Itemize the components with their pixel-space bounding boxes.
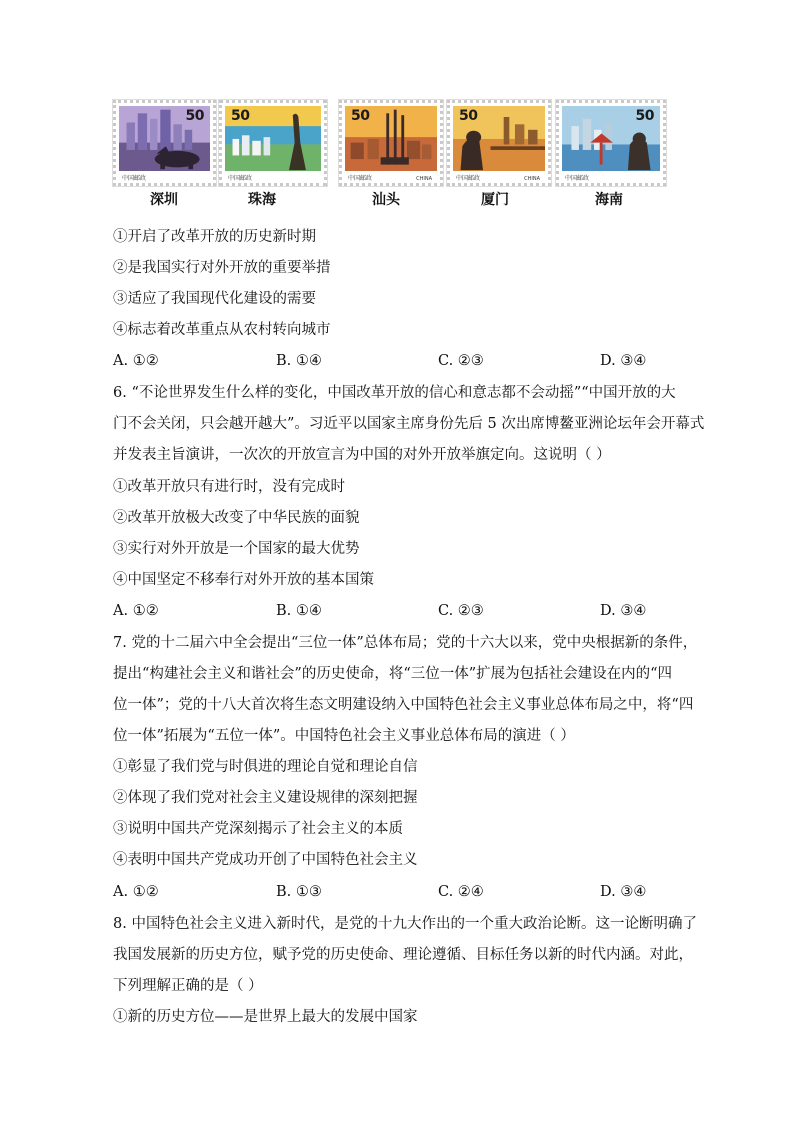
q7-option-d[interactable]: D. ③④ [600,884,647,900]
caption-shenzhen: 深圳 [150,192,178,208]
q6-stem-line-2: 门不会关闭，只会越开越大”。习近平以国家主席身份先后 5 次出席博鳌亚洲论坛年会开幕式 [113,416,705,432]
stamp-zhuhai-value: 50 [231,108,250,124]
q7-statement-4: ④表明中国共产党成功开创了中国特色社会主义 [113,852,418,868]
q5-statement-2: ②是我国实行对外开放的重要举措 [113,260,331,276]
q8-statement-1: ①新的历史方位——是世界上最大的发展中国家 [113,1009,418,1025]
stamp-xiamen-latin: CHINA [524,176,540,182]
q6-statement-4: ④中国坚定不移奉行对外开放的基本国策 [113,572,374,588]
q6-stem-line-1: 6. “不论世界发生什么样的变化，中国改革开放的信心和意志都不会动摇”“中国开放的大 [113,385,676,401]
stamp-shantou-value: 50 [351,108,370,124]
q7-statement-2: ②体现了我们党对社会主义建设规律的深刻把握 [113,790,418,806]
stamp-xiamen-value: 50 [459,108,478,124]
q6-statement-2: ②改革开放极大改变了中华民族的面貌 [113,510,360,526]
q6-option-a[interactable]: A. ①② [113,603,159,619]
stamp-strip [113,100,668,192]
q8-stem-line-3: 下列理解正确的是（ ） [113,978,263,994]
stamp-xiamen-issuer: 中国邮政 [456,175,481,182]
q5-option-c[interactable]: C. ②③ [438,353,484,369]
q5-option-a[interactable]: A. ①② [113,353,159,369]
stamp-hainan-value: 50 [635,108,654,124]
stamp-hainan-issuer: 中国邮政 [565,175,590,182]
q7-statement-1: ①彰显了我们党与时俱进的理论自觉和理论自信 [113,759,418,775]
stamp-shantou-issuer: 中国邮政 [348,175,373,182]
q7-stem-line-4: 位一体”拓展为“五位一体”。中国特色社会主义事业总体布局的演进（ ） [113,728,575,744]
stamp-xiamen [447,100,551,186]
q6-option-b[interactable]: B. ①④ [276,603,322,619]
caption-zhuhai: 珠海 [248,192,276,208]
q5-statement-1: ①开启了改革开放的历史新时期 [113,229,316,245]
caption-hainan: 海南 [595,192,623,208]
q6-option-d[interactable]: D. ③④ [600,603,647,619]
q7-option-c[interactable]: C. ②④ [438,884,484,900]
caption-shantou: 汕头 [372,192,400,208]
stamp-shenzhen [113,100,216,186]
stamp-hainan [556,100,666,186]
q5-statement-4: ④标志着改革重点从农村转向城市 [113,322,331,338]
q7-option-b[interactable]: B. ①③ [276,884,322,900]
q6-statement-1: ①改革开放只有进行时，没有完成时 [113,479,345,495]
stamp-shantou [339,100,443,186]
q6-stem-line-3: 并发表主旨演讲，一次次的开放宣言为中国的对外开放举旗定向。这说明（ ） [113,447,611,463]
q6-statement-3: ③实行对外开放是一个国家的最大优势 [113,541,360,557]
q8-stem-line-2: 我国发展新的历史方位，赋予党的历史使命、理论遵循、目标任务以新的时代内涵。对此， [113,947,693,963]
q5-option-d[interactable]: D. ③④ [600,353,647,369]
q7-stem-line-3: 位一体”；党的十八大首次将生态文明建设纳入中国特色社会主义事业总体布局之中，将“四 [113,697,694,713]
q7-statement-3: ③说明中国共产党深刻揭示了社会主义的本质 [113,821,403,837]
q7-stem-line-2: 提出“构建社会主义和谐社会”的历史使命，将“三位一体”扩展为包括社会建设在内的“四 [113,666,673,682]
q6-option-c[interactable]: C. ②③ [438,603,484,619]
stamp-zhuhai [219,100,327,186]
stamp-shenzhen-value: 50 [185,108,204,124]
stamp-shantou-latin: CHINA [416,176,432,182]
q7-option-a[interactable]: A. ①② [113,884,159,900]
stamp-shenzhen-issuer: 中国邮政 [122,175,147,182]
caption-xiamen: 厦门 [481,192,509,208]
q5-option-b[interactable]: B. ①④ [276,353,322,369]
q8-stem-line-1: 8. 中国特色社会主义进入新时代，是党的十九大作出的一个重大政治论断。这一论断明确了 [113,916,697,932]
stamp-zhuhai-issuer: 中国邮政 [228,175,253,182]
q5-statement-3: ③适应了我国现代化建设的需要 [113,291,316,307]
q7-stem-line-1: 7. 党的十二届六中全会提出“三位一体”总体布局；党的十六大以来，党中央根据新的条件， [113,635,698,651]
